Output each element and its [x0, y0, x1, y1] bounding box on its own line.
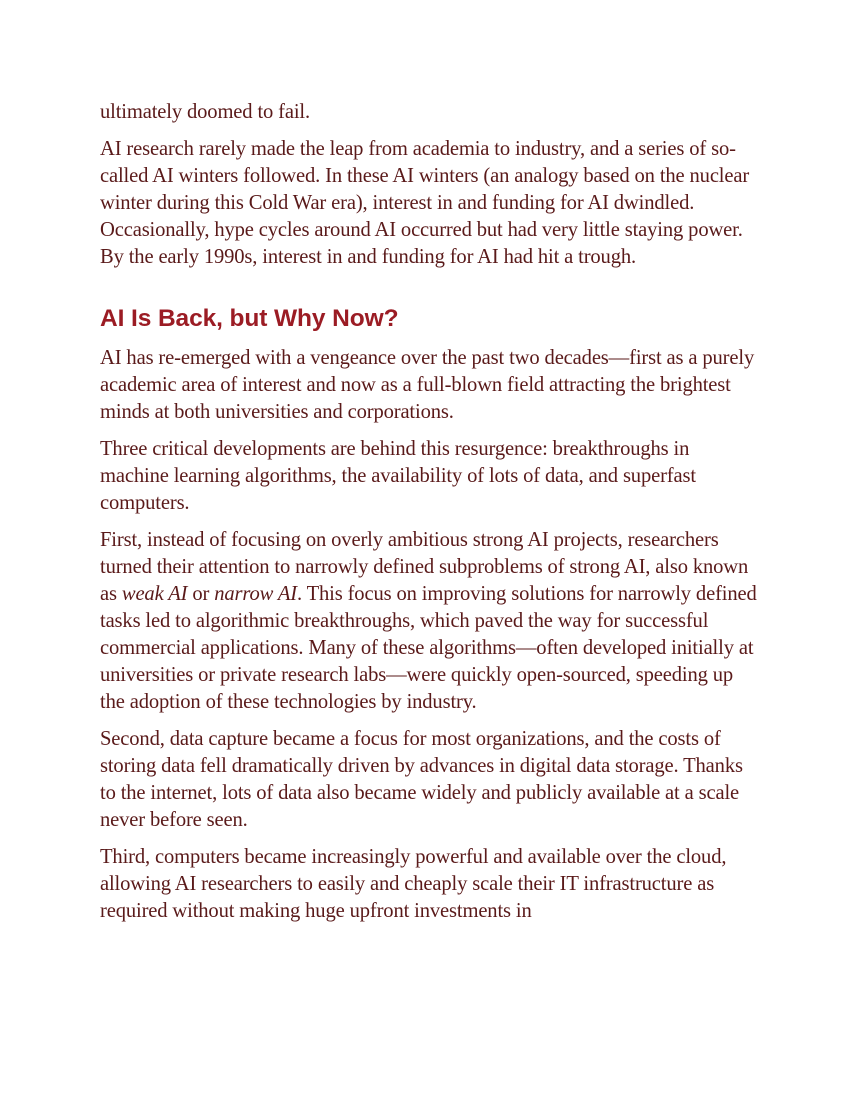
section-heading: AI Is Back, but Why Now? — [100, 305, 399, 332]
paragraph-third-development: Third, computers became increasingly powerful and available over the cloud, allowing AI researchers to easily and cheaply scale their IT infrastructure as required without making huge upfront investments in — [100, 846, 727, 922]
paragraph-text: or — [187, 583, 215, 605]
paragraph-three-developments: Three critical developments are behind this resurgence: breakthroughs in machine learning algorithms, the availability of lots of data, and superfast computers. — [100, 438, 696, 514]
italic-term-narrow-ai: narrow AI — [214, 583, 297, 605]
paragraph-second-development: Second, data capture became a focus for most organizations, and the costs of storing data fell dramatically driven by advances in digital data storage. Thanks to the internet, lots of data also became widely and publicly available at a scale never before seen. — [100, 728, 743, 831]
paragraph-reemergence: AI has re-emerged with a vengeance over the past two decades—first as a purely academic area of interest and now as a full-blown field attracting the brightest minds at both universities and corporations. — [100, 347, 755, 423]
paragraph-first-development — [100, 527, 760, 716]
italic-term-weak-ai: weak AI — [121, 583, 188, 605]
paragraph-text: . This focus on improving solutions for narrowly defined tasks led to algorithmic breakthroughs, which paved the way for successful commercial applications. Many of these algorithms—often developed initially at universities or private research labs—were quickly open-sourced, speeding up the adoption of these technologies by industry. — [100, 583, 757, 713]
page-content — [100, 99, 760, 935]
paragraph-text: First, instead of focusing on overly ambitious strong AI projects, researchers turned their attention to narrowly defined subproblems of strong AI, also known as — [100, 529, 749, 605]
paragraph-ai-winters: AI research rarely made the leap from academia to industry, and a series of so-called AI winters followed. In these AI winters (an analogy based on the nuclear winter during this Cold War era), interest in and funding for AI dwindled. Occasionally, hype cycles around AI occurred but had very little staying power. By the early 1990s, interest in and funding for AI had hit a trough. — [100, 138, 750, 268]
paragraph-continuation: ultimately doomed to fail. — [100, 101, 311, 123]
